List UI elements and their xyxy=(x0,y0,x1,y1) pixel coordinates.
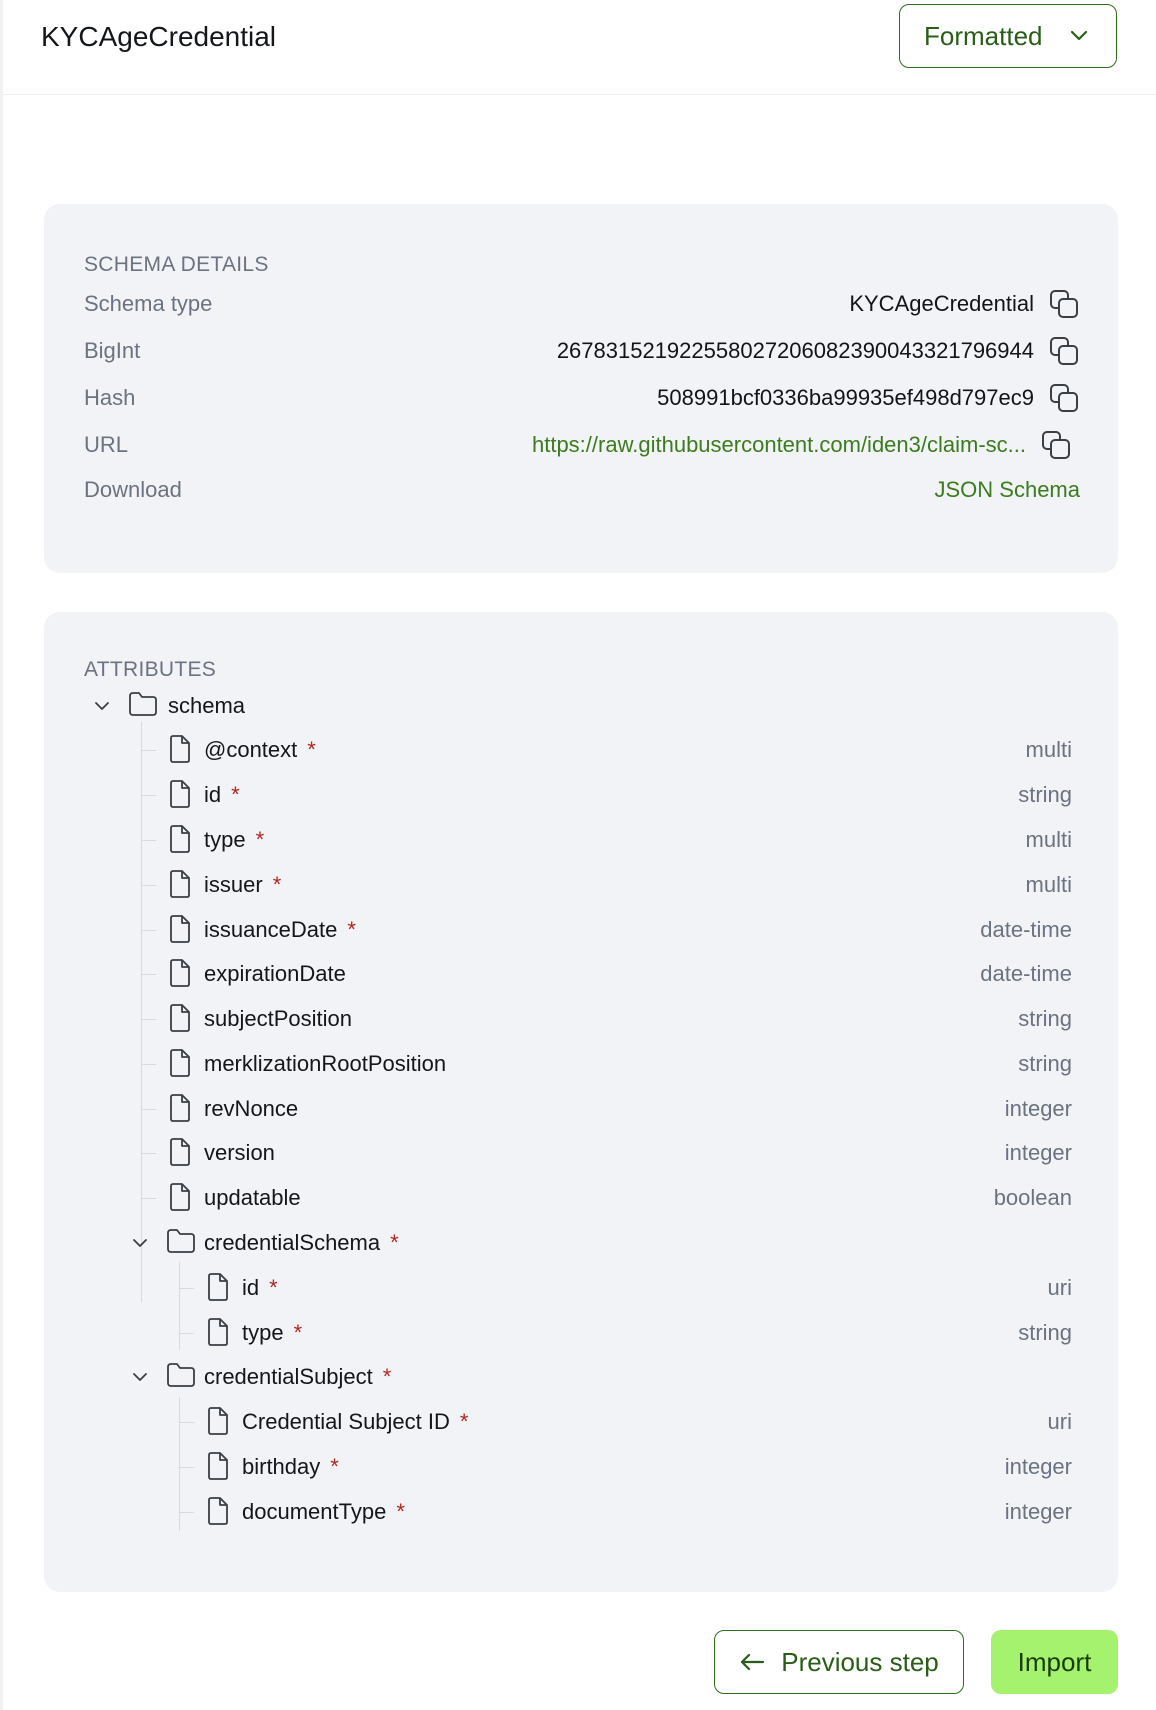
view-mode-value: Formatted xyxy=(924,20,1043,51)
node-label: version xyxy=(204,1140,275,1165)
chevron-down-icon xyxy=(1070,30,1088,42)
node-label: documentType * xyxy=(242,1499,405,1524)
previous-step-button[interactable] xyxy=(714,1630,964,1694)
detail-label: BigInt xyxy=(84,338,141,363)
required-marker: * xyxy=(231,782,240,807)
detail-row-download xyxy=(84,474,1080,506)
tree-tick xyxy=(142,1153,156,1154)
node-type: multi xyxy=(1025,737,1072,762)
file-icon xyxy=(168,824,192,854)
node-type: uri xyxy=(1047,1275,1072,1300)
detail-label: Schema type xyxy=(84,291,213,316)
tree-node-credential-subject-id[interactable] xyxy=(44,1402,1118,1442)
file-icon xyxy=(206,1451,230,1481)
tree-tick xyxy=(180,1333,194,1334)
node-label: credentialSchema * xyxy=(204,1230,399,1255)
required-marker: * xyxy=(330,1454,339,1479)
detail-row-schema-type xyxy=(84,288,1080,320)
node-type: string xyxy=(1018,782,1072,807)
chevron-down-icon[interactable] xyxy=(130,1233,150,1253)
tree-tick xyxy=(142,840,156,841)
node-label: Credential Subject ID * xyxy=(242,1409,469,1434)
required-marker: * xyxy=(382,1364,392,1389)
detail-label: URL xyxy=(84,432,129,457)
schema-details-title: SCHEMA DETAILS xyxy=(84,253,269,276)
copy-icon[interactable] xyxy=(1040,429,1072,461)
tree-node-credential-schema-id[interactable] xyxy=(44,1268,1118,1308)
bigint-value: 267831521922558027206082390043321796944 xyxy=(556,338,1034,363)
node-label: merklizationRootPosition xyxy=(204,1051,447,1076)
file-icon xyxy=(206,1317,230,1347)
tree-node-updatable[interactable] xyxy=(44,1178,1118,1218)
tree-node-context[interactable] xyxy=(44,730,1118,770)
import-button[interactable] xyxy=(991,1630,1118,1694)
required-marker: * xyxy=(347,917,356,942)
detail-label: Hash xyxy=(84,385,136,410)
tree-node-credential-schema-type[interactable] xyxy=(44,1313,1118,1353)
tree-tick xyxy=(180,1467,194,1468)
tree-tick xyxy=(142,885,156,886)
file-icon xyxy=(168,1003,192,1033)
required-marker: * xyxy=(390,1230,399,1255)
tree-tick xyxy=(142,795,156,796)
file-icon xyxy=(206,1496,230,1526)
previous-step-label: Previous step xyxy=(781,1646,939,1677)
node-type: integer xyxy=(1004,1096,1072,1121)
required-marker: * xyxy=(293,1320,303,1345)
node-type: integer xyxy=(1004,1454,1072,1479)
node-type: string xyxy=(1018,1320,1072,1345)
node-label: type * xyxy=(204,827,265,852)
node-label: issuer * xyxy=(204,872,282,897)
download-json-schema-link[interactable]: JSON Schema xyxy=(934,477,1080,502)
chevron-down-icon[interactable] xyxy=(92,696,112,716)
node-label: revNonce xyxy=(204,1096,299,1121)
tree-node-id[interactable] xyxy=(44,775,1118,815)
node-type: string xyxy=(1018,1006,1072,1031)
file-icon xyxy=(168,1182,192,1212)
page-title: KYCAgeCredential xyxy=(41,21,277,52)
tree-node-merklization-root-position[interactable] xyxy=(44,1044,1118,1084)
copy-icon[interactable] xyxy=(1048,288,1080,320)
required-marker: * xyxy=(396,1499,405,1524)
tree-tick xyxy=(142,1109,156,1110)
hash-value: 508991bcf0336ba99935ef498d797ec9 xyxy=(657,385,1034,410)
node-type: multi xyxy=(1025,827,1072,852)
tree-node-schema[interactable] xyxy=(44,686,1118,726)
node-label: @context * xyxy=(204,737,316,762)
required-marker: * xyxy=(255,827,265,852)
file-icon xyxy=(168,779,192,809)
tree-tick xyxy=(142,974,156,975)
node-type: string xyxy=(1018,1051,1072,1076)
detail-row-bigint xyxy=(84,335,1080,367)
schema-type-value: KYCAgeCredential xyxy=(849,291,1034,316)
folder-icon xyxy=(166,1227,196,1255)
node-label: expirationDate xyxy=(204,961,346,986)
tree-tick xyxy=(180,1422,194,1423)
copy-icon[interactable] xyxy=(1048,335,1080,367)
attributes-card xyxy=(44,612,1118,1592)
node-label: issuanceDate * xyxy=(204,917,356,942)
tree-node-version[interactable] xyxy=(44,1133,1118,1173)
import-label: Import xyxy=(1017,1646,1092,1677)
node-type: boolean xyxy=(993,1185,1072,1210)
tree-node-birthday[interactable] xyxy=(44,1447,1118,1487)
tree-tick xyxy=(142,1064,156,1065)
folder-icon xyxy=(128,690,158,718)
detail-row-url xyxy=(84,429,1080,461)
file-icon xyxy=(206,1272,230,1302)
chevron-down-icon[interactable] xyxy=(130,1367,150,1387)
view-mode-select[interactable] xyxy=(899,4,1117,68)
attributes-title: ATTRIBUTES xyxy=(84,658,217,681)
node-label: id * xyxy=(242,1275,278,1300)
tree-node-subject-position[interactable] xyxy=(44,999,1118,1039)
required-marker: * xyxy=(307,737,316,762)
file-icon xyxy=(168,914,192,944)
detail-row-hash xyxy=(84,382,1080,414)
detail-label: Download xyxy=(84,477,182,502)
node-label: subjectPosition xyxy=(204,1006,352,1031)
node-label: schema xyxy=(168,693,246,718)
tree-node-document-type[interactable] xyxy=(44,1492,1118,1532)
tree-node-type[interactable] xyxy=(44,820,1118,860)
required-marker: * xyxy=(269,1275,278,1300)
required-marker: * xyxy=(272,872,282,897)
node-label: credentialSubject * xyxy=(204,1364,392,1389)
node-label: type * xyxy=(242,1320,303,1345)
tree-node-issuance-date[interactable] xyxy=(44,910,1118,950)
file-icon xyxy=(168,734,192,764)
node-label: id * xyxy=(204,782,240,807)
tree-tick xyxy=(142,930,156,931)
tree-node-credential-schema[interactable] xyxy=(44,1223,1118,1263)
node-label: updatable xyxy=(204,1185,301,1210)
node-type: integer xyxy=(1004,1140,1072,1165)
tree-tick xyxy=(142,750,156,751)
file-icon xyxy=(168,1093,192,1123)
node-type: integer xyxy=(1004,1499,1072,1524)
page-header xyxy=(3,0,1156,95)
tree-node-credential-subject[interactable] xyxy=(44,1357,1118,1397)
file-icon xyxy=(168,1048,192,1078)
node-label: birthday * xyxy=(242,1454,339,1479)
tree-tick xyxy=(142,1019,156,1020)
schema-details-card xyxy=(44,204,1118,573)
required-marker: * xyxy=(459,1409,469,1434)
tree-node-rev-nonce[interactable] xyxy=(44,1089,1118,1129)
folder-icon xyxy=(166,1361,196,1389)
tree-node-expiration-date[interactable] xyxy=(44,954,1118,994)
tree-tick xyxy=(180,1288,194,1289)
copy-icon[interactable] xyxy=(1048,382,1080,414)
file-icon xyxy=(168,1137,192,1167)
tree-node-issuer[interactable] xyxy=(44,865,1118,905)
schema-url-link[interactable]: https://raw.githubusercontent.com/iden3/claim-sc... xyxy=(531,432,1026,457)
node-type: date-time xyxy=(980,961,1072,986)
file-icon xyxy=(168,958,192,988)
node-type: multi xyxy=(1025,872,1072,897)
file-icon xyxy=(168,869,192,899)
arrow-left-icon xyxy=(739,1652,765,1672)
node-type: date-time xyxy=(980,917,1072,942)
tree-tick xyxy=(180,1512,194,1513)
file-icon xyxy=(206,1406,230,1436)
node-type: uri xyxy=(1047,1409,1072,1434)
tree-tick xyxy=(142,1198,156,1199)
